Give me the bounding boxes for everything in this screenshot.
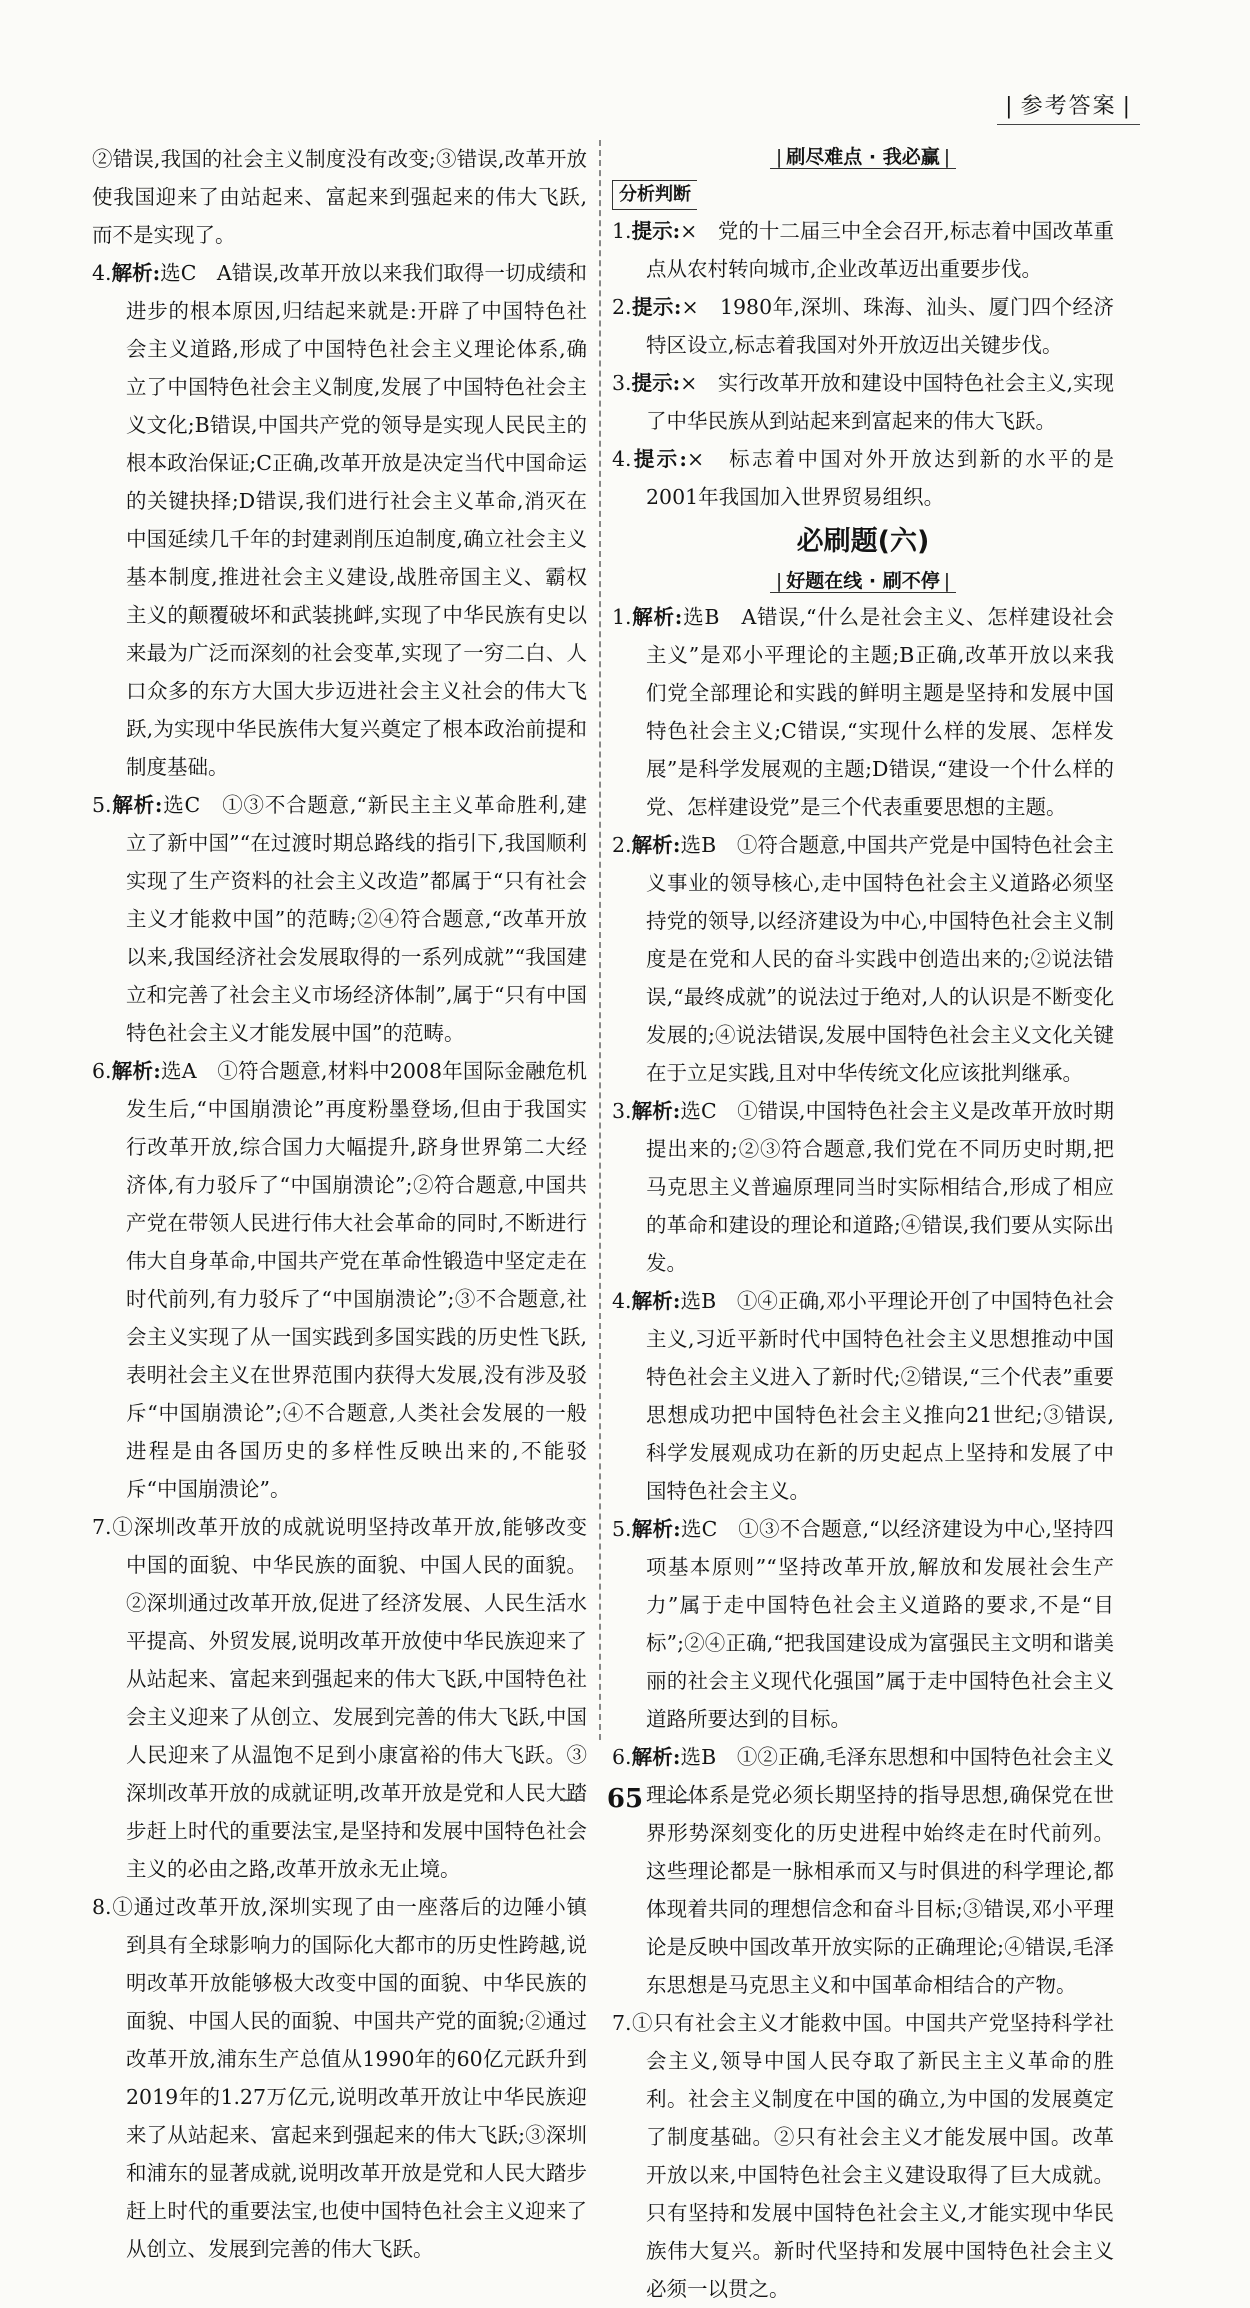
item-text: × 标志着中国对外开放达到新的水平的是2001年我国加入世界贸易组织。 <box>646 447 1114 509</box>
item-text: 选B ①符合题意,中国共产党是中国特色社会主义事业的领导核心,走中国特色社会主义道路必须坚持党的领导,以经济建设为中心,中国特色社会主义制度是在党和人民的奋斗实践中创造出来的;②说法错误,“最终成就”的说法过于绝对,人的认识是不断变化发展的;④说法错误,发展中国特色社会主义文化关键在于立足实践,且对中华传统文化应该批判继承。 <box>646 833 1114 1085</box>
column-divider <box>599 140 601 1740</box>
page-header-label: | 参考答案 | <box>997 92 1140 125</box>
continued-text: ②错误,我国的社会主义制度没有改变;③错误,改革开放使我国迎来了由站起来、富起来到强起来的伟大飞跃,而不是实现了。 <box>92 147 587 247</box>
answer-item <box>612 2004 1114 2308</box>
right-answer-list <box>612 598 1114 2308</box>
item-keyword: 提示: <box>631 447 687 471</box>
answer-item <box>92 254 587 786</box>
item-number: 6. <box>92 1059 112 1083</box>
item-keyword: 解析: <box>631 833 681 857</box>
item-keyword: 提示: <box>631 371 681 395</box>
band-heading-difficult: | 刷尽难点 · 我必赢 | <box>612 140 1114 174</box>
item-number: 2. <box>612 295 632 319</box>
answer-item <box>612 1738 1114 2004</box>
left-column <box>92 140 587 2261</box>
left-answer-list <box>92 254 587 2268</box>
page-number: — 65 — <box>0 1784 1250 1814</box>
item-keyword: 解析: <box>631 1517 681 1541</box>
item-keyword: 解析: <box>631 1745 681 1769</box>
item-number: 7. <box>612 2011 632 2035</box>
answer-item <box>92 1888 587 2268</box>
answer-item <box>92 1508 587 1888</box>
item-number: 1. <box>612 605 632 629</box>
item-text: × 1980年,深圳、珠海、汕头、厦门四个经济特区设立,标志着我国对外开放迈出关键步伐。 <box>646 295 1114 357</box>
item-text: 选B A错误,“什么是社会主义、怎样建设社会主义”是邓小平理论的主题;B正确,改革开放以来我们党全部理论和实践的鲜明主题是坚持和发展中国特色社会主义;C错误,“实现什么样的发展、怎样发展”是科学发展观的主题;D错误,“建设一个什么样的党、怎样建设党”是三个代表重要思想的主题。 <box>646 605 1114 819</box>
answer-item <box>92 1052 587 1508</box>
item-text: × 党的十二届三中全会召开,标志着中国改革重点从农村转向城市,企业改革迈出重要步伐。 <box>646 219 1114 281</box>
item-number: 7. <box>92 1515 112 1539</box>
answer-item <box>612 364 1114 440</box>
item-number: 8. <box>92 1895 112 1919</box>
item-text: 选B ①②正确,毛泽东思想和中国特色社会主义理论体系是党必须长期坚持的指导思想,确保党在世界形势深刻变化的历史进程中始终走在时代前列。这些理论都是一脉相承而又与时俱进的科学理论,都体现着共同的理想信念和奋斗目标;③错误,邓小平理论是反映中国改革开放实际的正确理论;④错误,毛泽东思想是马克思主义和中国革命相结合的产物。 <box>646 1745 1114 1997</box>
answer-item <box>612 212 1114 288</box>
analysis-judgment-tag: 分析判断 <box>612 180 697 210</box>
item-text: 选A ①符合题意,材料中2008年国际金融危机发生后,“中国崩溃论”再度粉墨登场,但由于我国实行改革开放,综合国力大幅提升,跻身世界第二大经济体,有力驳斥了“中国崩溃论”;②符合题意,中国共产党在带领人民进行伟大社会革命的同时,不断进行伟大自身革命,中国共产党在革命性锻造中坚定走在时代前列,有力驳斥了“中国崩溃论”;③不合题意,社会主义实现了从一国实践到多国实践的历史性飞跃,表明社会主义在世界范围内获得大发展,没有涉及驳斥“中国崩溃论”;④不合题意,人类社会发展的一般进程是由各国历史的多样性反映出来的,不能驳斥“中国崩溃论”。 <box>126 1059 587 1501</box>
item-text: × 实行改革开放和建设中国特色社会主义,实现了中华民族从到站起来到富起来的伟大飞跃。 <box>646 371 1114 433</box>
item-keyword: 解析: <box>111 261 161 285</box>
judgment-answer-list <box>612 212 1114 516</box>
item-keyword: 解析: <box>631 1099 681 1123</box>
item-number: 2. <box>612 833 632 857</box>
answer-item <box>612 1510 1114 1738</box>
answer-item <box>612 288 1114 364</box>
item-keyword: 解析: <box>111 1059 161 1083</box>
answer-item <box>612 1282 1114 1510</box>
item-keyword: 解析: <box>111 793 163 817</box>
item-text: 选C A错误,改革开放以来我们取得一切成绩和进步的根本原因,归结起来就是:开辟了中国特色社会主义道路,形成了中国特色社会主义理论体系,确立了中国特色社会主义制度,发展了中国特色社会主义文化;B错误,中国共产党的领导是实现人民民主的根本政治保证;C正确,改革开放是决定当代中国命运的关键抉择;D错误,我们进行社会主义革命,消灭在中国延续几千年的封建剥削压迫制度,确立社会主义基本制度,推进社会主义建设,战胜帝国主义、霸权主义的颠覆破坏和武装挑衅,实现了中华民族有史以来最为广泛而深刻的社会变革,实现了一穷二白、人口众多的东方大国大步迈进社会主义社会的伟大飞跃,为实现中华民族伟大复兴奠定了根本政治前提和制度基础。 <box>126 261 587 779</box>
item-text: 选C ①③不合题意,“新民主主义革命胜利,建立了新中国”“在过渡时期总路线的指引下,我国顺利实现了生产资料的社会主义改造”都属于“只有社会主义才能救中国”的范畴;②④符合题意,“改革开放以来,我国经济社会发展取得的一系列成就”“我国建立和完善了社会主义市场经济体制”,属于“只有中国特色社会主义才能发展中国”的范畴。 <box>126 793 587 1045</box>
item-keyword: 提示: <box>631 295 682 319</box>
item-number: 3. <box>612 371 632 395</box>
item-text: ①深圳改革开放的成就说明坚持改革开放,能够改变中国的面貌、中华民族的面貌、中国人民的面貌。②深圳通过改革开放,促进了经济发展、人民生活水平提高、外贸发展,说明改革开放使中华民族迎来了从站起来、富起来到强起来的伟大飞跃,中国特色社会主义迎来了从创立、发展到完善的伟大飞跃,中国人民迎来了从温饱不足到小康富裕的伟大飞跃。③深圳改革开放的成就证明,改革开放是党和人民大踏步赶上时代的重要法宝,是坚持和发展中国特色社会主义的必由之路,改革开放永无止境。 <box>111 1515 587 1881</box>
band-heading-good-questions: | 好题在线 · 刷不停 | <box>612 564 1114 598</box>
answer-item <box>612 826 1114 1092</box>
item-keyword: 提示: <box>631 219 681 243</box>
item-text: 选C ①③不合题意,“以经济建设为中心,坚持四项基本原则”“坚持改革开放,解放和发展社会生产力”属于走中国特色社会主义道路的要求,不是“目标”;②④正确,“把我国建设成为富强民主文明和谐美丽的社会主义现代化强国”属于走中国特色社会主义道路所要达到的目标。 <box>646 1517 1114 1731</box>
answer-item <box>612 440 1114 516</box>
item-number: 4. <box>612 447 632 471</box>
item-keyword: 解析: <box>631 605 683 629</box>
item-number: 3. <box>612 1099 632 1123</box>
item-number: 5. <box>92 793 112 817</box>
item-text: 选C ①错误,中国特色社会主义是改革开放时期提出来的;②③符合题意,我们党在不同历史时期,把马克思主义普遍原理同当时实际相结合,形成了相应的革命和建设的理论和道路;④错误,我们要从实际出发。 <box>646 1099 1115 1275</box>
item-number: 6. <box>612 1745 632 1769</box>
item-keyword: 解析: <box>631 1289 681 1313</box>
item-number: 4. <box>612 1289 632 1313</box>
answer-item <box>612 598 1114 826</box>
answer-item <box>612 1092 1114 1282</box>
item-number: 4. <box>92 261 112 285</box>
item-text: ①只有社会主义才能救中国。中国共产党坚持科学社会主义,领导中国人民夺取了新民主主义革命的胜利。社会主义制度在中国的确立,为中国的发展奠定了制度基础。②只有社会主义才能发展中国。改革开放以来,中国特色社会主义建设取得了巨大成就。只有坚持和发展中国特色社会主义,才能实现中华民族伟大复兴。新时代坚持和发展中国特色社会主义必须一以贯之。 <box>631 2011 1114 2301</box>
item-number: 1. <box>612 219 632 243</box>
item-number: 5. <box>612 1517 632 1541</box>
item-text: ①通过改革开放,深圳实现了由一座落后的边陲小镇到具有全球影响力的国际化大都市的历史性跨越,说明改革开放能够极大改变中国的面貌、中华民族的面貌、中国人民的面貌、中国共产党的面貌;②通过改革开放,浦东生产总值从1990年的60亿元跃升到2019年的1.27万亿元,说明改革开放让中华民族迎来了从站起来、富起来到强起来的伟大飞跃;③深圳和浦东的显著成就,说明改革开放是党和人民大踏步赶上时代的重要法宝,也使中国特色社会主义迎来了从创立、发展到完善的伟大飞跃。 <box>111 1895 587 2261</box>
section-title: 必刷题(六) <box>796 526 930 557</box>
answer-item <box>92 786 587 1052</box>
item-text: 选B ①④正确,邓小平理论开创了中国特色社会主义,习近平新时代中国特色社会主义思想推动中国特色社会主义进入了新时代;②错误,“三个代表”重要思想成功把中国特色社会主义推向21世纪;③错误,科学发展观成功在新的历史起点上坚持和发展了中国特色社会主义。 <box>646 1289 1114 1503</box>
